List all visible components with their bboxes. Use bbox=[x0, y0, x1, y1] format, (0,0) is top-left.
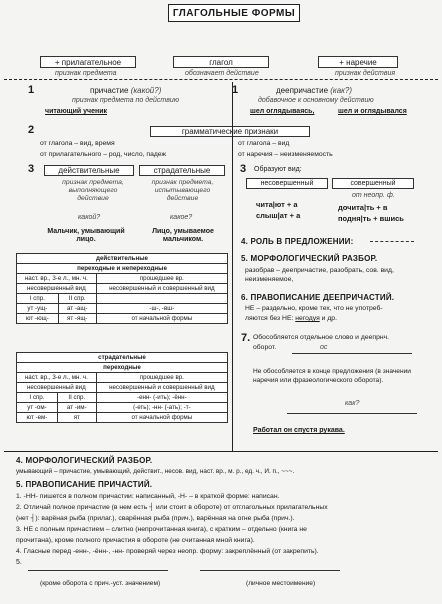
imperfective-box: несовершенный bbox=[246, 178, 328, 189]
participle-analysis-label: 4. МОРФОЛОГИЧЕСКИЙ РАЗБОР. bbox=[16, 456, 153, 465]
bottom-divider bbox=[4, 451, 438, 452]
scheme-line-1 bbox=[28, 570, 168, 571]
aspect-example-2: слыш|ат + а bbox=[256, 211, 301, 220]
gerund-grammar-2: от наречия – неизменяемость bbox=[238, 151, 333, 158]
gerund-spelling-2: ляются без НЕ: негодуя и др. bbox=[245, 315, 337, 322]
top-left-sub: признак предмета bbox=[55, 70, 117, 77]
passive-question: какое? bbox=[170, 214, 193, 221]
aspect-label: Образуют вид: bbox=[254, 166, 302, 173]
isolation-text-1: Обособляется отдельное слово и деепрнч. bbox=[253, 334, 390, 341]
top-adjective-box: + прилагательное bbox=[40, 56, 136, 68]
grammar-features-box: грамматические признаки bbox=[150, 126, 310, 137]
active-participle-box: действительные bbox=[44, 165, 134, 176]
aspect-example-1: чита|ют + а bbox=[256, 200, 298, 209]
passive-participle-box: страдательные bbox=[139, 165, 225, 176]
participle-desc: признак предмета по действию bbox=[72, 97, 180, 104]
gerund-desc: добавочное к основному действию bbox=[258, 97, 374, 104]
scheme-line-2 bbox=[200, 570, 340, 571]
passive-example: Лицо, умываемое мальчиком. bbox=[152, 228, 214, 243]
spelling-line-5: прочитана), кроме полного причастия в обороте (не считанная мной книга). bbox=[16, 537, 255, 544]
page: ГЛАГОЛЬНЫЕ ФОРМЫ + прилагательное глагол + наречие признак предмета обозначает действие признак действия 1 причастие (какой?) признак предмета по действию читающий ученик 1 деепричастие (как?) добавочное к основному действию шел оглядываясь, шел и оглядывался 2 грамматические признаки от глагола – вид, время от прилагательного – род, число, падеж от глагола – вид от наречия – неизменяемость 3 действительные страдательные признак предмета, выполняющего действие признак предмета, испытывающего действие какой? какое? Мальчик, умывающий лицо. Лицо, умываемое мальчиком. действительные переходные и непереходные наст. вр., 3-е л., мн. ч. прошедшее вр. несовершенный вид несовершенный и совершенный вид I спр. II спр. ут -ущ- ат -ащ- -ш-, -вш- ют -ющ- ят -ящ- от начальной формы страдательные переходные наст. вр., 3-е л., мн. ч. прошедшее вр. несовершенный вид несовершенный и совершенный вид I спр. II спр. -енн- (-ить); -ённ- ут -ом- ат -им- (-еть); -нн- (-ать); -т- ют -ем- ят от начальной формы 3 Образуют вид: несовершенный совершенный от неопр. ф. чита|ют + а слыш|ат + а дочита|ть + в подня|ть + вшись 4. РОЛЬ В ПРЕДЛОЖЕНИИ: 5. МОРФОЛОГИЧЕСКИЙ РАЗБОР. разобрав – деепричастие, разобрать, сов. вид, неизменяемое, 6. ПРАВОПИСАНИЕ ДЕЕПРИЧАСТИЙ. НЕ – раздельно, кроме тех, что не употреб- ляются без НЕ: негодуя и др. 7. Обособляется отдельное слово и деепрнч. оборот. ос Не обособляется в конце предложения (в значении наречия или фразеологического оборота). как? Работал он спустя рукава. 4. МОРФОЛОГИЧЕСКИЙ РАЗБОР. умывающий – причастие, умывающий, действит., несов. вид, наст. вр., м. р., ед. ч., И. п., ~~~. 5. ПРАВОПИСАНИЕ ПРИЧАСТИЙ. 1. -НН- пишется в полном причастии: написанный, -Н- – в краткой форме: написан. 2. Отличай полное причастие (в нем есть ┤ или стоит в обороте) от отглагольных прилагательных (нет ┤): варёная рыба (прилаг.), сварённая рыба (прич.), варённая на огне рыба (прич.). 3. НЕ с полным причастием – слитно (непрочитанная книга), с кратким – отдельно (книга не прочитана), кроме полного причастия в обороте (не считанная мной книга). 4. Гласные перед -енн-, -ённ-, -нн- проверяй через неопр. форму: закреплённый (от закрепить). 5. (кроме оборота с прич.-уст. значением) (личное местоимение) bbox=[0, 0, 442, 604]
role-label: 4. РОЛЬ В ПРЕДЛОЖЕНИИ: bbox=[241, 237, 354, 246]
active-participle-table: действительные переходные и непереходные наст. вр., 3-е л., мн. ч. прошедшее вр. несовершенный вид несовершенный и совершенный вид I спр. II спр. ут -ущ- ат -ащ- -ш-, -вш- ют -ющ- ят -ящ- от начальной формы bbox=[16, 253, 228, 324]
participle-spelling-label: 5. ПРАВОПИСАНИЕ ПРИЧАСТИЙ. bbox=[16, 480, 153, 489]
gerund-analysis-text: разобрав – деепричастие, разобрать, сов. вид, неизменяемое, bbox=[245, 267, 394, 283]
spelling-line-4: 3. НЕ с полным причастием – слитно (непрочитанная книга), с кратким – отдельно (книга не bbox=[16, 526, 307, 533]
participle-grammar-2: от прилагательного – род, число, падеж bbox=[40, 151, 167, 158]
spelling-line-6: 4. Гласные перед -енн-, -ённ-, -нн- проверяй через неопр. форму: закреплённый (от закрепить). bbox=[16, 548, 319, 555]
perfective-sub: от неопр. ф. bbox=[352, 192, 395, 199]
active-desc: признак предмета, выполняющего действие bbox=[62, 179, 124, 202]
active-example: Мальчик, умывающий лицо. bbox=[47, 228, 125, 243]
scheme-note-2: (личное местоимение) bbox=[246, 580, 316, 587]
gerund-spelling-label: 6. ПРАВОПИСАНИЕ ДЕЕПРИЧАСТИЙ. bbox=[241, 293, 395, 302]
active-question: какой? bbox=[78, 214, 101, 221]
participle-grammar-1: от глагола – вид, время bbox=[40, 140, 115, 147]
spelling-line-1: 1. -НН- пишется в полном причастии: написанный, -Н- – в краткой форме: написан. bbox=[16, 493, 280, 500]
perfective-box: совершенный bbox=[332, 178, 414, 189]
spelling-line-3: (нет ┤): варёная рыба (прилаг.), сварённая рыба (прич.), варённая на огне рыба (прич.). bbox=[16, 515, 295, 522]
isolation-text-2: оборот. bbox=[253, 344, 277, 351]
gerund-spelling-1: НЕ – раздельно, кроме тех, что не употреб- bbox=[245, 305, 383, 312]
gerund-word: деепричастие (как?) bbox=[276, 86, 353, 95]
aspect-example-3: дочита|ть + в bbox=[338, 203, 388, 212]
role-underline bbox=[370, 241, 414, 242]
passive-desc: признак предмета, испытывающего действие bbox=[151, 179, 214, 202]
participle-analysis-text: умывающий – причастие, умывающий, действит., несов. вид, наст. вр., м. р., ед. ч., И. п., ~~~. bbox=[16, 468, 295, 475]
isolation-example: Работал он спустя рукава. bbox=[253, 427, 345, 434]
top-right-sub: признак действия bbox=[335, 70, 396, 77]
page-title: ГЛАГОЛЬНЫЕ ФОРМЫ bbox=[168, 4, 300, 22]
gerund-example-1: шел оглядываясь, bbox=[250, 108, 315, 115]
participle-word: причастие (какой?) bbox=[90, 86, 162, 95]
gerund-grammar-1: от глагола – вид bbox=[238, 140, 290, 147]
top-adverb-box: + наречие bbox=[318, 56, 398, 68]
participle-example: читающий ученик bbox=[45, 108, 108, 115]
isolation-scheme bbox=[292, 353, 412, 354]
divider-line bbox=[4, 79, 438, 80]
top-center-sub: обозначает действие bbox=[185, 70, 259, 77]
gerund-analysis-label: 5. МОРФОЛОГИЧЕСКИЙ РАЗБОР. bbox=[241, 254, 378, 263]
isolation-kak: как? bbox=[345, 400, 360, 407]
scheme-note-1: (кроме оборота с прич.-уст. значением) bbox=[40, 580, 161, 587]
top-verb-box: глагол bbox=[173, 56, 269, 68]
spelling-line-2: 2. Отличай полное причастие (в нем есть ┤ или стоит в обороте) от отглагольных прилагательных bbox=[16, 504, 328, 511]
isolation-note: Не обособляется в конце предложения (в значении наречия или фразеологического оборота). bbox=[253, 368, 411, 384]
column-divider bbox=[232, 82, 233, 452]
isolation-oc: ос bbox=[320, 344, 328, 351]
aspect-example-4: подня|ть + вшись bbox=[338, 214, 404, 223]
gerund-example-2: шел и оглядывался bbox=[338, 108, 407, 115]
passive-participle-table: страдательные переходные наст. вр., 3-е л., мн. ч. прошедшее вр. несовершенный вид несовершенный и совершенный вид I спр. II спр. -енн- (-ить); -ённ- ут -ом- ат -им- (-еть); -нн- (-ать); -т- ют -ем- ят от начальной формы bbox=[16, 352, 228, 423]
isolation-scheme-2 bbox=[287, 413, 417, 414]
